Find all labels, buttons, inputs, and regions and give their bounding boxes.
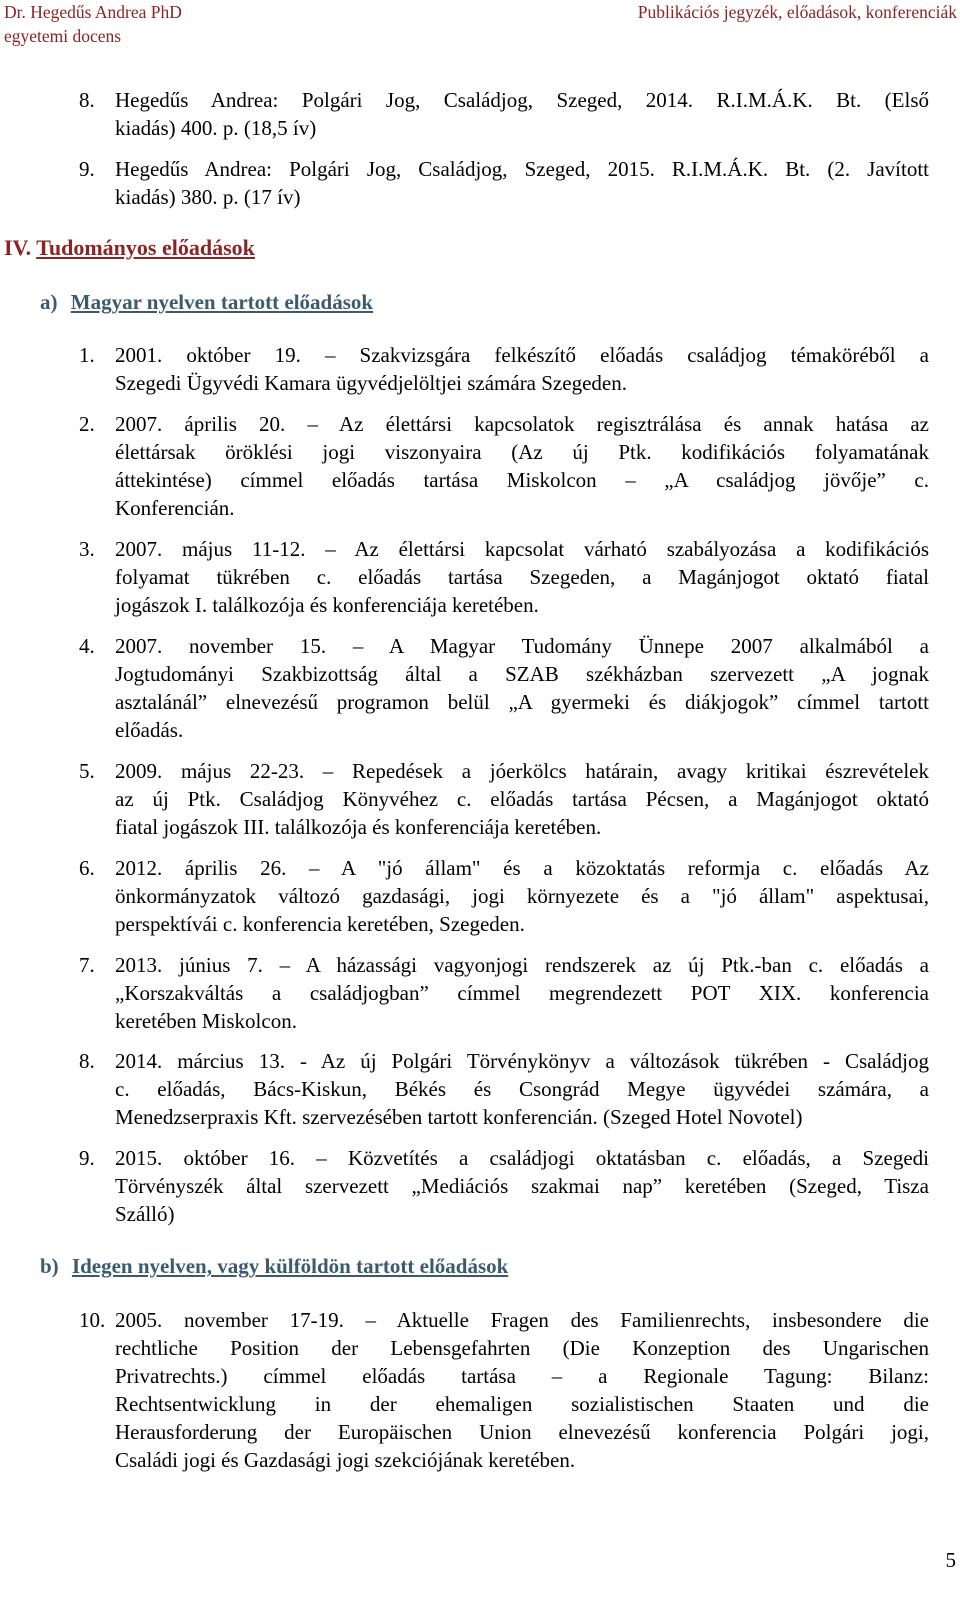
header-right <box>638 0 957 24</box>
talk-line: keretében Miskolcon. <box>115 1009 297 1033</box>
talk-line: Törvényszék által szervezett „Mediációs szakmai nap” keretében (Szeged, Tisza <box>115 1174 929 1198</box>
book-line: Hegedűs Andrea: Polgári Jog, Családjog, Szeged, 2014. R.I.M.Á.K. Bt. (Első <box>115 88 929 112</box>
talk-line: „Korszakváltás a családjogban” címmel megrendezett POT XIX. konferencia <box>115 981 929 1005</box>
talk-line: 2015. október 16. – Közvetítés a családjogi oktatásban c. előadás, a Szegedi <box>115 1146 929 1170</box>
subsection-title: Idegen nyelven, vagy külföldön tartott előadások <box>71 1254 509 1278</box>
author-name: Dr. Hegedűs Andrea PhD <box>4 2 182 22</box>
book-number: 8. <box>79 88 95 112</box>
talk-number: 5. <box>79 759 95 783</box>
talk-line: 2001. október 19. – Szakvizsgára felkészítő előadás családjog témaköréből a <box>115 343 929 367</box>
talk-line: Rechtsentwicklung in der ehemaligen sozialistischen Staaten und die <box>115 1392 929 1416</box>
section-prefix: IV. <box>4 235 32 260</box>
section-title: Tudományos előadások <box>36 235 255 260</box>
subsection-prefix: a) <box>40 290 58 314</box>
talk-line: az új Ptk. Családjog Könyvéhez c. előadás tartása Pécsen, a Magánjogot oktató <box>115 787 929 811</box>
talk-line: c. előadás, Bács-Kiskun, Békés és Csongrád Megye ügyvédei számára, a <box>115 1077 929 1101</box>
talk-number: 1. <box>79 343 95 367</box>
talk-number: 7. <box>79 953 95 977</box>
talk-number: 8. <box>79 1049 95 1073</box>
book-line: kiadás) 400. p. (18,5 ív) <box>115 116 317 140</box>
talk-line: előadás. <box>115 718 184 742</box>
book-line: kiadás) 380. p. (17 ív) <box>115 185 301 209</box>
talk-line: 2005. november 17-19. – Aktuelle Fragen des Familienrechts, insbesondere die <box>115 1308 929 1332</box>
talk-line: Jogtudományi Szakbizottság által a SZAB székházban szervezett „A jognak <box>115 662 929 686</box>
talk-line: 2007. november 15. – A Magyar Tudomány Ünnepe 2007 alkalmából a <box>115 634 929 658</box>
talk-line: 2013. június 7. – A házassági vagyonjogi rendszerek az új Ptk.-ban c. előadás a <box>115 953 929 977</box>
talk-line: 2009. május 22-23. – Repedések a jóerkölcs határain, avagy kritikai észrevételek <box>115 759 929 783</box>
talk-line: Szegedi Ügyvédi Kamara ügyvédjelöltjei számára Szegeden. <box>115 371 627 395</box>
subsection-heading-a <box>40 288 373 316</box>
book-number: 9. <box>79 157 95 181</box>
talk-number: 4. <box>79 634 95 658</box>
talk-line: önkormányzatok változó gazdasági, jogi környezete és a "jó állam" aspektusai, <box>115 884 929 908</box>
talk-number: 10. <box>79 1308 106 1332</box>
author-position: egyetemi docens <box>4 26 122 46</box>
talk-number: 9. <box>79 1146 95 1170</box>
talk-line: folyamat tükrében c. előadás tartása Szegeden, a Magánjogot oktató fiatal <box>115 565 929 589</box>
talk-number: 6. <box>79 856 95 880</box>
talk-line: 2014. március 13. - Az új Polgári Törvénykönyv a változások tükrében - Családjog <box>115 1049 929 1073</box>
talk-line: Családi jogi és Gazdasági jogi szekciójának keretében. <box>115 1448 576 1472</box>
talk-line: perspektívái c. konferencia keretében, Szegeden. <box>115 912 525 936</box>
talk-line: 2012. április 26. – A "jó állam" és a közoktatás reformja c. előadás Az <box>115 856 929 880</box>
talk-line: Privatrechts.) címmel előadás tartása – a Regionale Tagung: Bilanz: <box>115 1364 929 1388</box>
talk-line: Konferencián. <box>115 496 235 520</box>
talk-line: áttekintése) címmel előadás tartása Miskolcon – „A családjog jövője” c. <box>115 468 929 492</box>
subsection-heading-b <box>40 1252 508 1280</box>
talk-line: 2007. május 11-12. – Az élettársi kapcsolat várható szabályozása a kodifikációs <box>115 537 929 561</box>
talk-line: 2007. április 20. – Az élettársi kapcsolatok regisztrálása és annak hatása az <box>115 412 929 436</box>
talk-line: rechtliche Position der Lebensgefahrten (Die Konzeption des Ungarischen <box>115 1336 929 1360</box>
talk-line: élettársak öröklési jogi viszonyaira (Az új Ptk. kodifikációs folyamatának <box>115 440 929 464</box>
talk-number: 2. <box>79 412 95 436</box>
subsection-prefix: b) <box>40 1254 59 1278</box>
header-left <box>4 0 182 48</box>
talk-number: 3. <box>79 537 95 561</box>
talk-line: jogászok I. találkozója és konferenciája keretében. <box>115 593 539 617</box>
subsection-title: Magyar nyelven tartott előadások <box>70 290 374 314</box>
talk-line: Herausforderung der Europäischen Union elnevezésű konferencia Polgári jogi, <box>115 1420 929 1444</box>
section-heading <box>4 234 255 262</box>
talk-line: Menedzserpraxis Kft. szervezésében tartott konferencián. (Szeged Hotel Novotel) <box>115 1105 803 1129</box>
talk-line: asztalánál” elnevezésű programon belül „A gyermeki és diákjogok” címmel tartott <box>115 690 929 714</box>
document-title: Publikációs jegyzék, előadások, konferenciák <box>637 2 957 22</box>
page-number: 5 <box>945 1548 956 1572</box>
book-line: Hegedűs Andrea: Polgári Jog, Családjog, Szeged, 2015. R.I.M.Á.K. Bt. (2. Javított <box>115 157 929 181</box>
talk-line: fiatal jogászok III. találkozója és konferenciája keretében. <box>115 815 602 839</box>
talk-line: Szálló) <box>115 1202 175 1226</box>
